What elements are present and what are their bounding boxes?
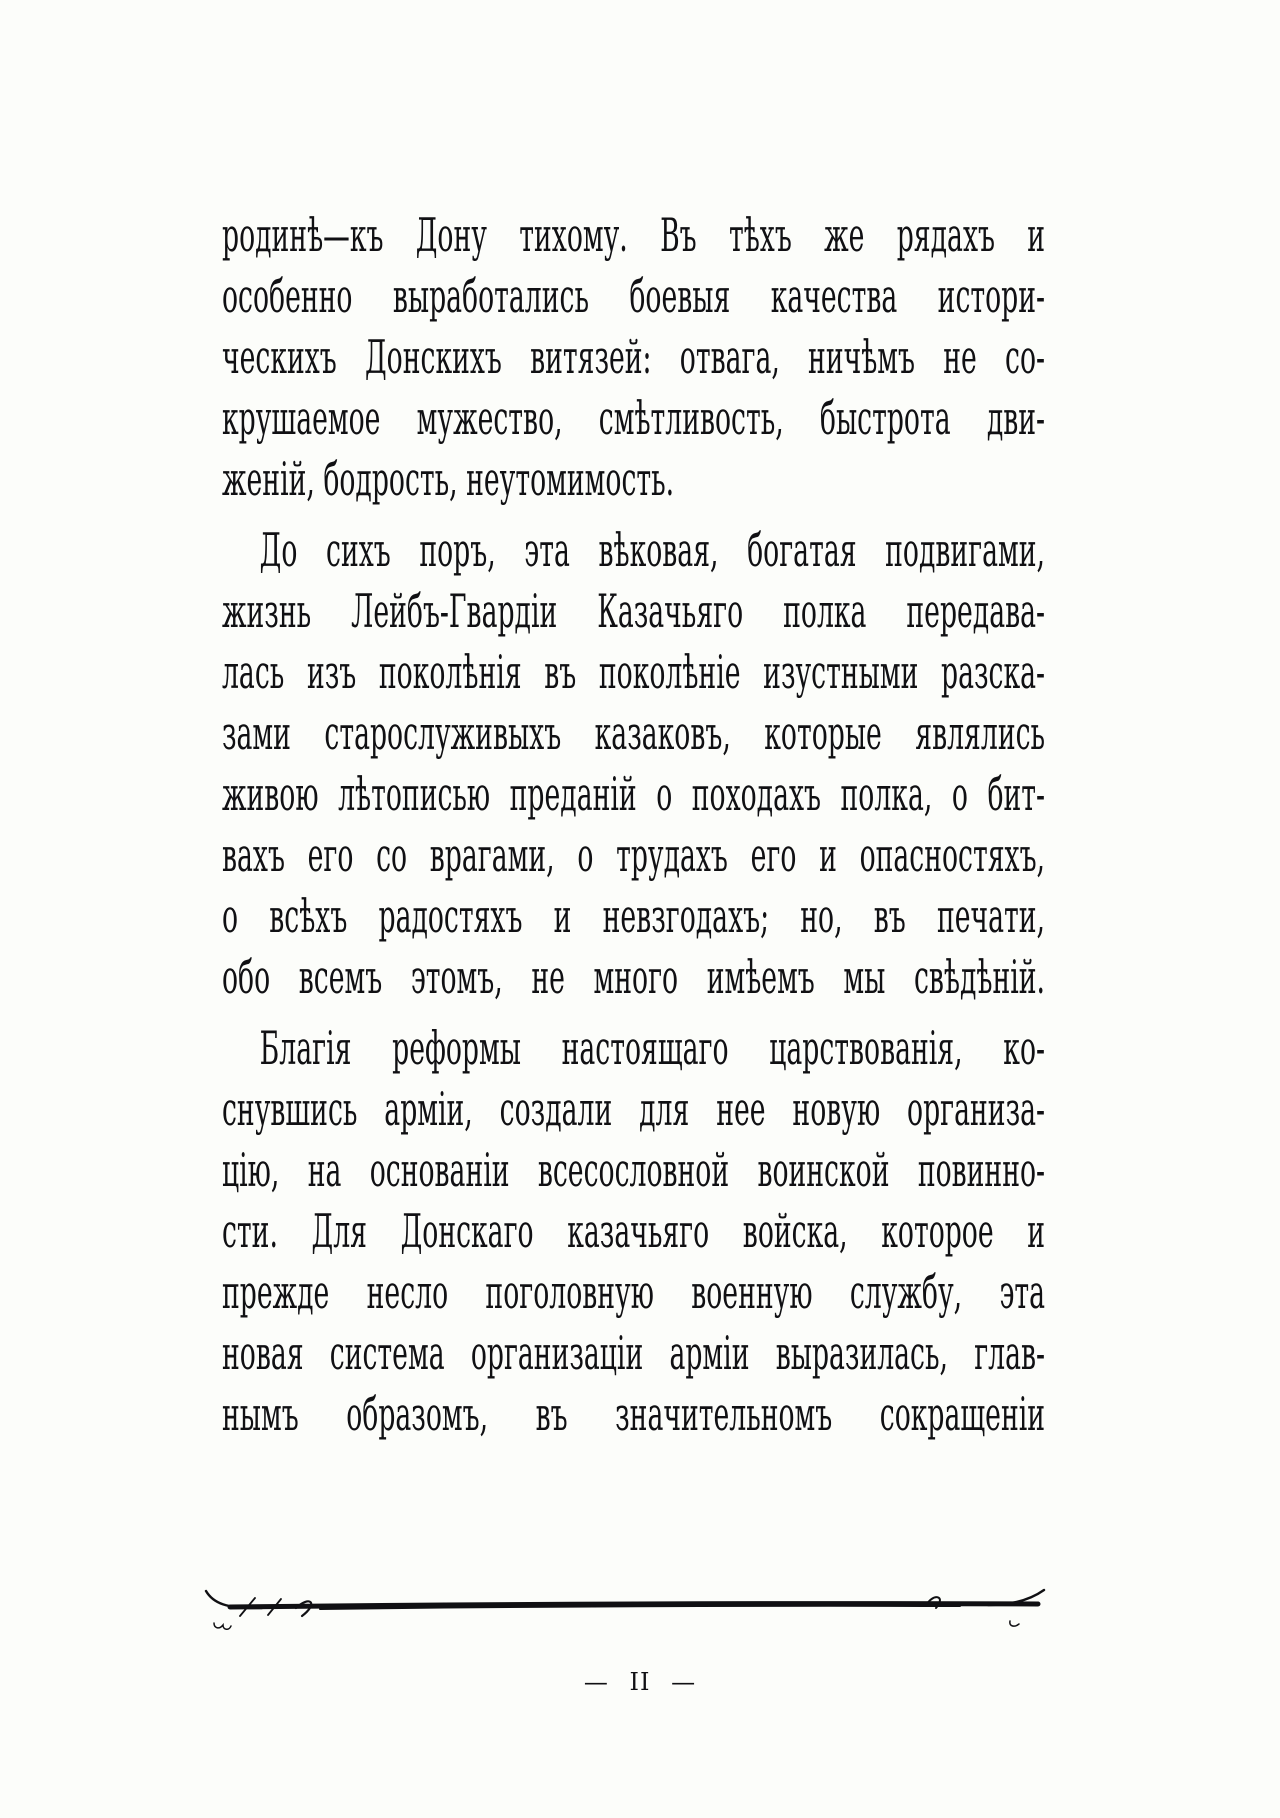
ornamental-rule-icon — [200, 1582, 1060, 1637]
text-line: жизнь Лейбъ-Гвардіи Казачьяго полка передава- — [222, 584, 1046, 638]
text-line: ческихъ Донскихъ витязей: отвага, ничѣмъ не со- — [222, 330, 1046, 384]
page-number: — ΙΙ — — [583, 1668, 697, 1696]
text-line: обо всемъ этомъ, не много имѣемъ мы свѣдѣній. — [222, 950, 1046, 1004]
text-column — [222, 205, 1045, 1445]
text-line: особенно выработались боевыя качества истори- — [222, 269, 1046, 323]
text-line: женій, бодрость, неутомимость. — [222, 452, 675, 506]
paragraph — [222, 1018, 1045, 1445]
text-line: новая система организаціи арміи выразилась, глав- — [222, 1326, 1046, 1380]
text-line: крушаемое мужество, смѣтливость, быстрота дви- — [222, 391, 1046, 445]
paragraph — [222, 205, 1045, 510]
text-line: о всѣхъ радостяхъ и невзгодахъ; но, въ печати, — [222, 889, 1046, 943]
text-line: вахъ его со врагами, о трудахъ его и опасностяхъ, — [222, 828, 1046, 882]
text-line: нымъ образомъ, въ значительномъ сокращеніи — [222, 1387, 1046, 1441]
text-line: сти. Для Донскаго казачьяго войска, которое и — [222, 1204, 1046, 1258]
text-line: живою лѣтописью преданій о походахъ полка, о бит- — [222, 767, 1046, 821]
text-line: снувшись арміи, создали для нее новую организа- — [222, 1082, 1046, 1136]
text-line: прежде несло поголовную военную службу, эта — [222, 1265, 1046, 1319]
text-line: зами старослуживыхъ казаковъ, которые являлись — [222, 706, 1046, 760]
text-line: лась изъ поколѣнія въ поколѣніе изустными разска- — [222, 645, 1046, 699]
text-line: родинѣ—къ Дону тихому. Въ тѣхъ же рядахъ и — [222, 208, 1046, 262]
text-line: До сихъ поръ, эта вѣковая, богатая подвигами, — [259, 523, 1046, 577]
text-block — [222, 205, 1045, 1445]
paragraph — [222, 520, 1045, 1008]
text-line: Благія реформы настоящаго царствованія, ко- — [259, 1021, 1046, 1075]
text-line: цію, на основаніи всесословной воинской повинно- — [222, 1143, 1046, 1197]
